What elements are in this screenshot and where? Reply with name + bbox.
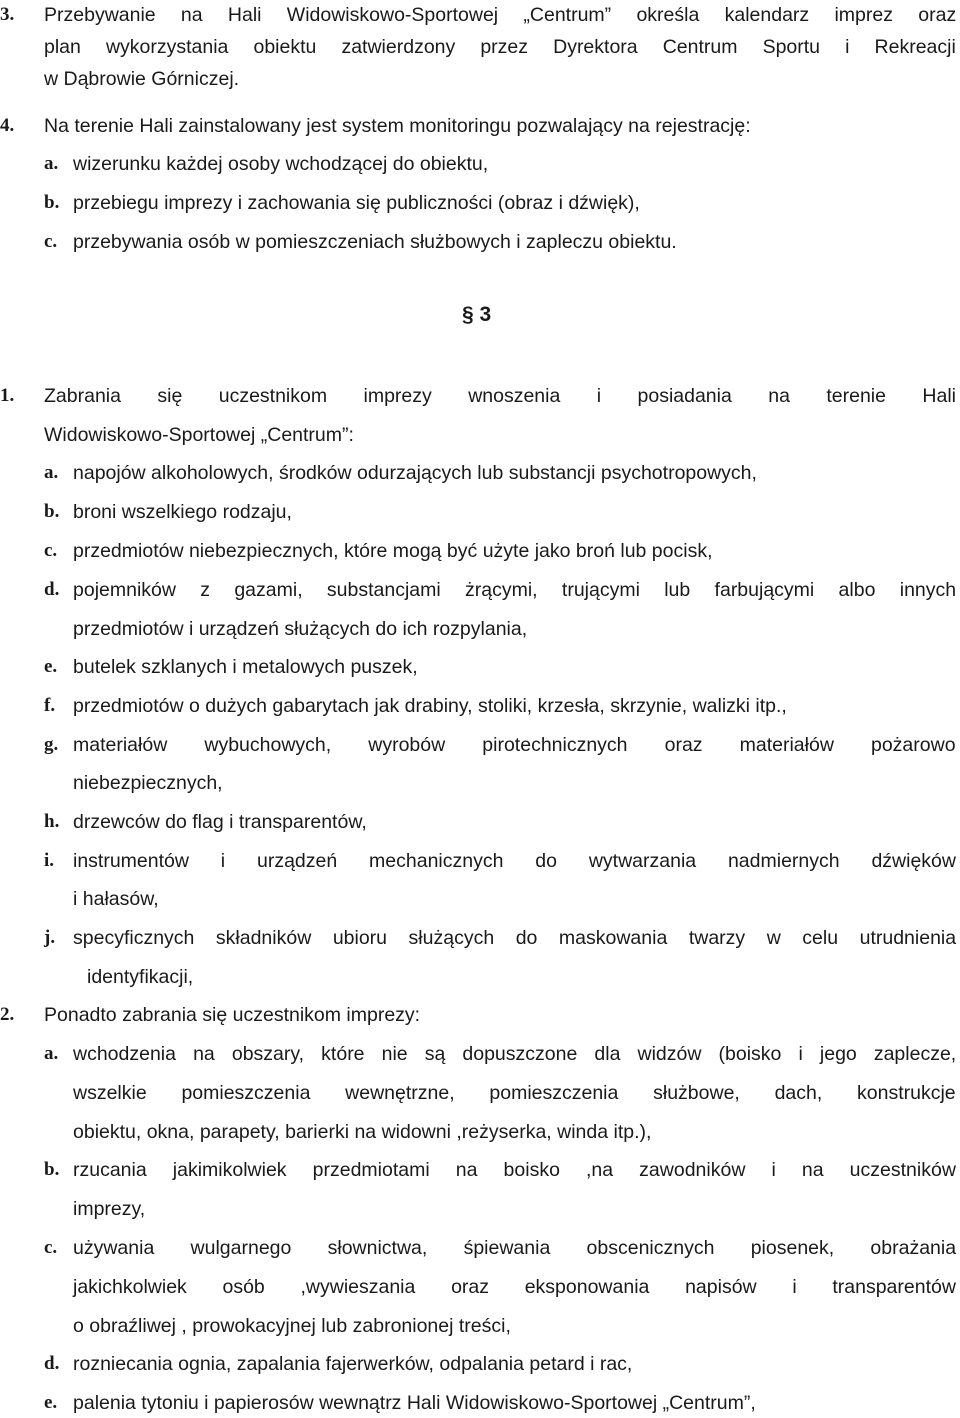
text-line <box>0 575 960 605</box>
list-marker: i. <box>44 850 55 871</box>
text-line <box>0 652 960 682</box>
text-line <box>0 962 960 992</box>
line-text: specyficznych składników ubioru służących do maskowania twarzy w celu utrudnienia <box>73 927 957 949</box>
list-marker: f. <box>44 695 56 716</box>
text-line <box>0 1117 960 1147</box>
list-marker: 3. <box>0 4 15 25</box>
line-text: butelek szklanych i metalowych puszek, <box>73 656 418 678</box>
line-text: pojemników z gazami, substancjami żrącymi, trującymi lub farbującymi albo innych <box>73 579 957 601</box>
line-text: przedmiotów o dużych gabarytach jak drabiny, stoliki, krzesła, skrzynie, walizki itp., <box>73 695 787 717</box>
text-line <box>0 64 960 94</box>
line-text: palenia tytoniu i papierosów wewnątrz Hali Widowiskowo-Sportowej „Centrum”, <box>73 1392 756 1414</box>
line-text: przedmiotów niebezpiecznych, które mogą być użyte jako broń lub pocisk, <box>73 540 713 562</box>
line-text: Na terenie Hali zainstalowany jest system monitoringu pozwalający na rejestrację: <box>44 115 751 137</box>
line-text: przedmiotów i urządzeń służących do ich rozpylania, <box>73 618 528 640</box>
list-marker: c. <box>44 231 58 252</box>
text-line <box>0 1078 960 1108</box>
text-line <box>0 1155 960 1185</box>
text-line <box>0 227 960 257</box>
list-marker: 4. <box>0 115 15 136</box>
line-text: plan wykorzystania obiektu zatwierdzony przez Dyrektora Centrum Sportu i Rekreacji <box>44 36 956 58</box>
line-text: identyfikacji, <box>87 966 194 988</box>
list-marker: b. <box>44 1159 60 1180</box>
text-line <box>0 846 960 876</box>
text-line <box>0 768 960 798</box>
list-marker: 1. <box>0 385 15 406</box>
text-line <box>0 1311 960 1341</box>
list-marker: e. <box>44 1392 58 1413</box>
text-line <box>0 1272 960 1302</box>
list-marker: a. <box>44 462 59 483</box>
line-text: wizerunku każdej osoby wchodzącej do obiektu, <box>73 153 489 175</box>
text-line <box>0 1233 960 1263</box>
list-marker: c. <box>44 1237 58 1258</box>
line-text: jakichkolwiek osób ,wywieszania oraz eksponowania napisów i transparentów <box>73 1276 956 1298</box>
line-text: broni wszelkiego rodzaju, <box>73 501 292 523</box>
text-line <box>0 458 960 488</box>
text-line <box>0 1000 960 1030</box>
list-marker: e. <box>44 656 58 677</box>
list-marker: b. <box>44 501 60 522</box>
list-marker: 2. <box>0 1004 15 1025</box>
text-line <box>0 691 960 721</box>
text-line <box>0 730 960 760</box>
line-text: niebezpiecznych, <box>73 772 223 794</box>
text-line <box>0 614 960 644</box>
text-line <box>0 149 960 179</box>
list-marker: c. <box>44 540 58 561</box>
list-marker: b. <box>44 192 60 213</box>
line-text: Widowiskowo-Sportowej „Centrum”: <box>44 424 354 446</box>
line-text: przebiegu imprezy i zachowania się publiczności (obraz i dźwięk), <box>73 192 640 214</box>
line-text: o obraźliwej , prowokacyjnej lub zabronionej treści, <box>73 1315 511 1337</box>
text-line <box>0 536 960 566</box>
line-text: wszelkie pomieszczenia wewnętrzne, pomieszczenia służbowe, dach, konstrukcje <box>73 1082 956 1104</box>
text-line <box>0 420 960 450</box>
line-text: napojów alkoholowych, środków odurzających lub substancji psychotropowych, <box>73 462 757 484</box>
text-line <box>0 923 960 953</box>
text-line <box>0 111 960 141</box>
list-marker: g. <box>44 734 59 755</box>
list-marker: d. <box>44 579 60 600</box>
section-heading: § 3 <box>462 303 492 326</box>
text-line <box>0 1039 960 1069</box>
line-text: w Dąbrowie Górniczej. <box>44 68 240 90</box>
line-text: i hałasów, <box>73 888 159 910</box>
line-text: instrumentów i urządzeń mechanicznych do wytwarzania nadmiernych dźwięków <box>73 850 956 872</box>
text-line <box>0 188 960 218</box>
list-marker: a. <box>44 1043 59 1064</box>
line-text: Ponadto zabrania się uczestnikom imprezy: <box>44 1004 421 1026</box>
text-line <box>0 381 960 411</box>
line-text: wchodzenia na obszary, które nie są dopuszczone dla widzów (boisko i jego zaplecze, <box>73 1043 957 1065</box>
text-line <box>0 1349 960 1379</box>
line-text: obiektu, okna, parapety, barierki na widowni ,reżyserka, winda itp.), <box>73 1121 652 1143</box>
text-line <box>0 0 960 30</box>
line-text: materiałów wybuchowych, wyrobów pirotechnicznych oraz materiałów pożarowo <box>73 734 956 756</box>
list-marker: d. <box>44 1353 60 1374</box>
line-text: rzucania jakimikolwiek przedmiotami na boisko ,na zawodników i na uczestników <box>73 1159 956 1181</box>
line-text: Zabrania się uczestnikom imprezy wnoszenia i posiadania na terenie Hali <box>44 385 956 407</box>
line-text: rozniecania ognia, zapalania fajerwerków, odpalania petard i rac, <box>73 1353 633 1375</box>
text-line <box>0 1388 960 1418</box>
text-line <box>0 807 960 837</box>
line-text: Przebywanie na Hali Widowiskowo-Sportowej „Centrum” określa kalendarz imprez oraz <box>44 4 957 26</box>
line-text: używania wulgarnego słownictwa, śpiewania obscenicznych piosenek, obrażania <box>73 1237 957 1259</box>
text-line <box>0 497 960 527</box>
text-line <box>0 884 960 914</box>
line-text: drzewców do flag i transparentów, <box>73 811 367 833</box>
line-text: przebywania osób w pomieszczeniach służbowych i zapleczu obiektu. <box>73 231 677 253</box>
line-text: imprezy, <box>73 1198 146 1220</box>
text-line <box>0 32 960 62</box>
list-marker: j. <box>44 927 56 948</box>
list-marker: a. <box>44 153 59 174</box>
list-marker: h. <box>44 811 60 832</box>
text-line <box>0 1194 960 1224</box>
